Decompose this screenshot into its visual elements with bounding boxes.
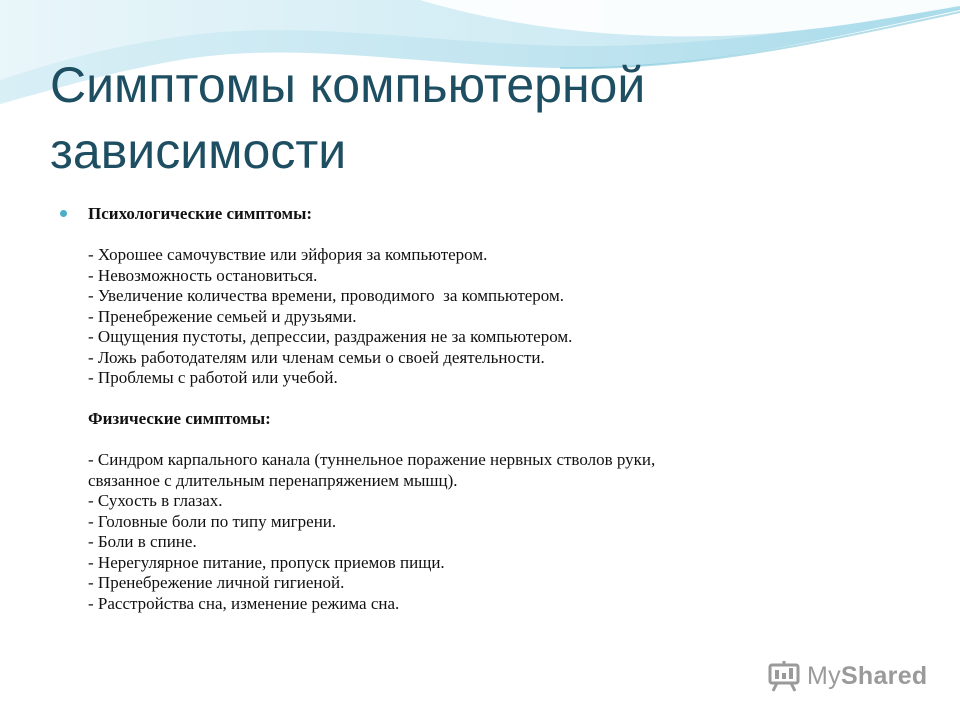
watermark-text (807, 662, 928, 691)
list-item: - Ощущения пустоты, депрессии, раздражения не за компьютером. (88, 327, 573, 346)
list-item: - Головные боли по типу мигрени. (88, 511, 337, 531)
list-item: - Невозможность остановиться. (88, 265, 318, 285)
slide-body (60, 204, 900, 614)
watermark-shared: Shared (840, 661, 928, 690)
spacer (88, 389, 900, 410)
list-item: - Сухость в глазах. (88, 491, 223, 510)
spacer (88, 430, 900, 451)
watermark-my: My (807, 661, 841, 690)
list-item: - Ложь работодателям или членам семьи о своей деятельности. (88, 347, 545, 367)
list-item: связанное с длительным перенапряжением мышц). (88, 470, 458, 490)
slide-title (50, 52, 910, 184)
list-item: - Хорошее самочувствие или эйфория за компьютером. (88, 245, 488, 264)
list-item: - Увеличение количества времени, проводимого за компьютером. (88, 286, 564, 305)
title-line-1: Симптомы компьютерной (50, 57, 646, 113)
presentation-board-icon (767, 659, 801, 693)
list-item: - Пренебрежение личной гигиеной. (88, 573, 345, 592)
list-item: - Проблемы с работой или учебой. (88, 368, 338, 387)
list-item: - Нерегулярное питание, пропуск приемов пищи. (88, 552, 445, 572)
physical-heading: Физические симптомы: (88, 409, 271, 428)
list-item: - Синдром карпального канала (туннельное поражение нервных стволов руки, (88, 450, 656, 469)
symptoms-block (60, 204, 900, 614)
spacer (88, 225, 900, 246)
list-item: - Боли в спине. (88, 532, 197, 551)
list-item: - Пренебрежение семьей и друзьями. (88, 306, 357, 326)
psychological-heading: Психологические симптомы: (88, 204, 313, 223)
list-item: - Расстройства сна, изменение режима сна. (88, 593, 400, 613)
bullet-dot-icon (60, 210, 67, 217)
myshared-watermark (767, 656, 928, 696)
title-line-2: зависимости (50, 123, 347, 179)
